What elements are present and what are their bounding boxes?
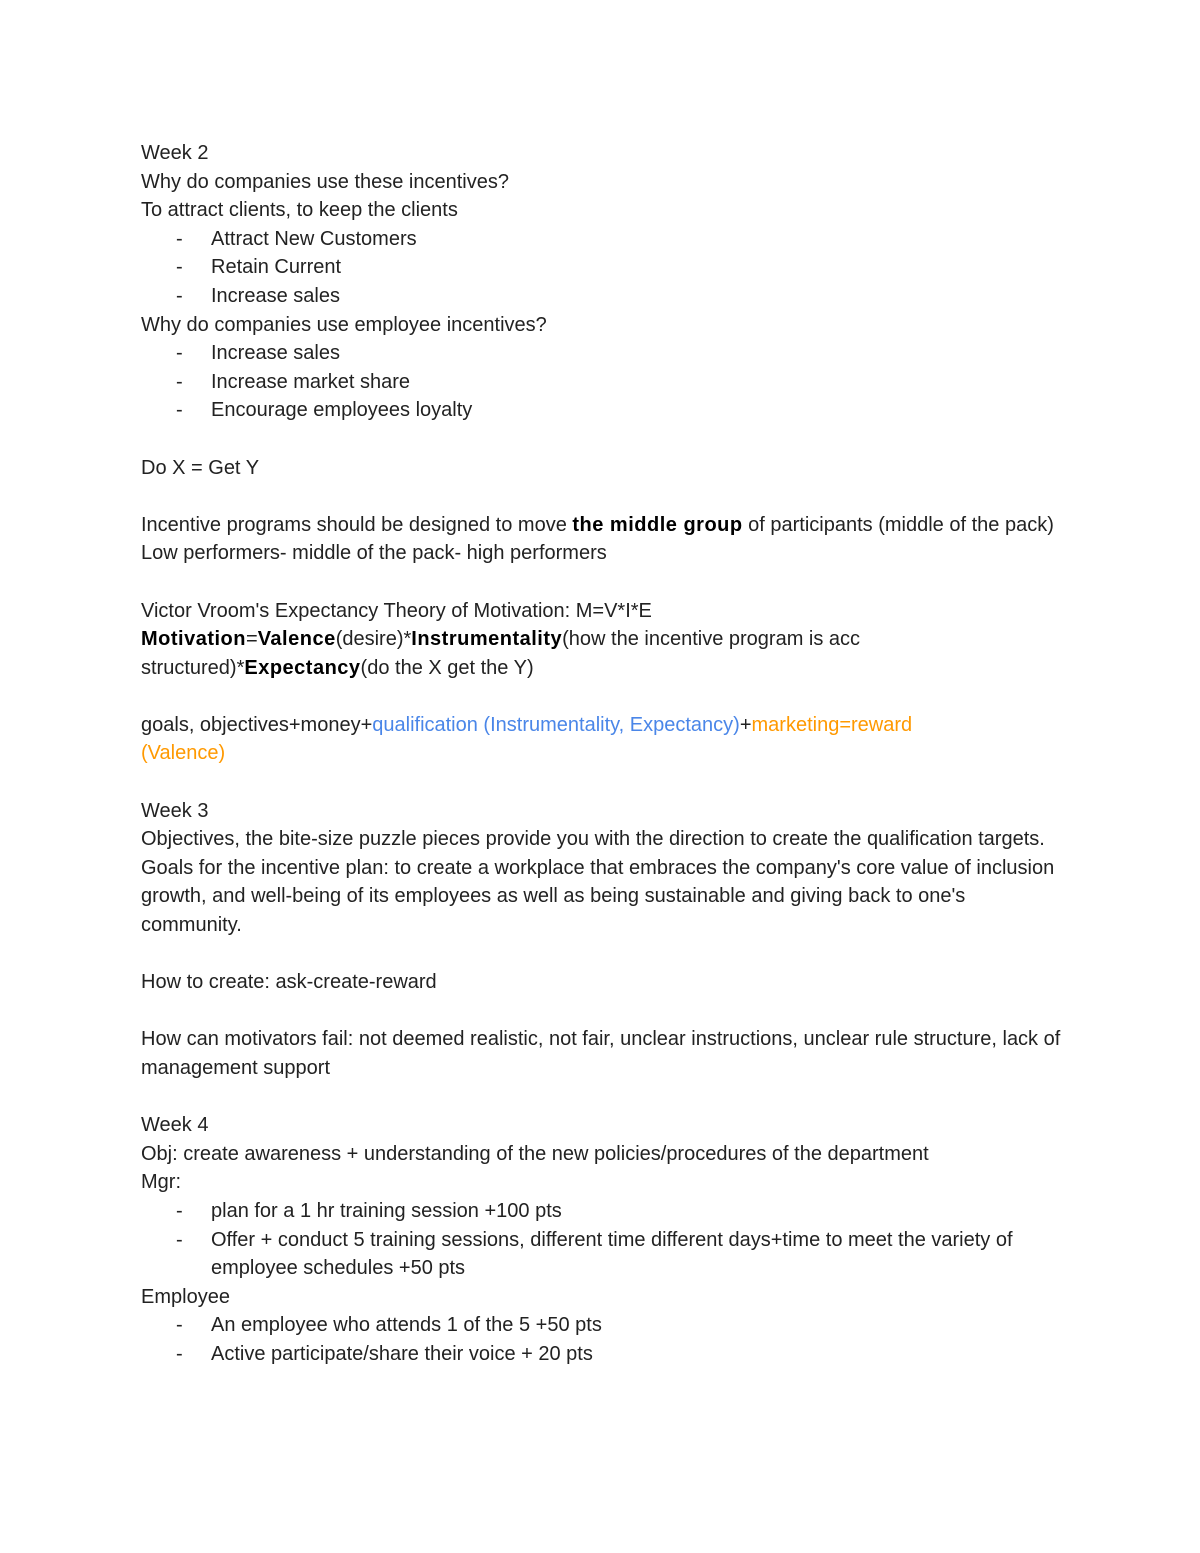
week3-heading: Week 3 (141, 799, 209, 822)
week4-employee-list (141, 1311, 1066, 1368)
list-item: - Increase sales (141, 282, 1066, 311)
vroom-title: Victor Vroom's Expectancy Theory of Motivation: M=V*I*E (141, 599, 652, 622)
qualification-text: qualification (Instrumentality, Expectancy) (372, 713, 740, 736)
dash-bullet: - (176, 370, 183, 393)
week4-mgr-list (141, 1197, 1066, 1283)
week4-heading: Week 4 (141, 1114, 209, 1137)
goals-formula: goals, objectives+money+qualification (Instrumentality, Expectancy)+marketing=reward (Valence) (141, 713, 913, 765)
dash-bullet: - (176, 1342, 183, 1365)
dash-bullet: - (176, 256, 183, 279)
week2-heading: Week 2 (141, 142, 209, 164)
week3-goals: Goals for the incentive plan: to create a workplace that embraces the company's core value of inclusion growth, and well-being of its employees as well as being sustainable and giving back to one's community. (141, 856, 1055, 937)
week3-how-to: How to create: ask-create-reward (141, 971, 437, 994)
list-item: - An employee who attends 1 of the 5 +50 pts (141, 1311, 1066, 1340)
blank-line (141, 997, 1066, 1026)
week4-obj: Obj: create awareness + understanding of the new policies/procedures of the department (141, 1142, 929, 1165)
list-item: - Attract New Customers (141, 225, 1066, 254)
blank-line (141, 482, 1066, 511)
dash-bullet: - (176, 227, 183, 250)
blank-line (141, 1083, 1066, 1112)
list-item: - Offer + conduct 5 training sessions, different time different days+time to meet the variety of employee schedules +50 pts (141, 1226, 1066, 1283)
week2-question-1: Why do companies use these incentives? (141, 170, 509, 193)
dash-bullet: - (176, 399, 183, 422)
marketing-text: marketing=reward (Valence) (141, 713, 913, 765)
week2-question-2: Why do companies use employee incentives? (141, 313, 547, 336)
week2-list-1 (141, 225, 1066, 311)
week3-fail: How can motivators fail: not deemed realistic, not fair, unclear instructions, unclear rule structure, lack of management support (141, 1028, 1061, 1079)
incentive-paragraph: Incentive programs should be designed to move the middle group of participants (middle of the pack) Low performers- middle of the pack- high performers (141, 513, 1054, 565)
blank-line (141, 768, 1066, 797)
document-page (141, 139, 1066, 1369)
dash-bullet: - (176, 1228, 183, 1251)
blank-line (141, 682, 1066, 711)
do-x-get-y: Do X = Get Y (141, 456, 260, 479)
middle-group-bold: the middle group (572, 513, 743, 536)
dash-bullet: - (176, 1199, 183, 1222)
dash-bullet: - (176, 284, 183, 307)
week3-objectives: Objectives, the bite-size puzzle pieces provide you with the direction to create the qualification targets. (141, 828, 1045, 851)
dash-bullet: - (176, 342, 183, 365)
list-item: - Increase sales (141, 339, 1066, 368)
blank-line (141, 568, 1066, 597)
week4-employee-label: Employee (141, 1285, 230, 1308)
blank-line (141, 425, 1066, 454)
list-item: - Active participate/share their voice + 20 pts (141, 1340, 1066, 1369)
vroom-formula: Motivation=Valence(desire)*Instrumentality(how the incentive program is acc structured)*Expectancy(do the X get the Y) (141, 628, 861, 679)
list-item: - Retain Current (141, 253, 1066, 282)
week4-mgr-label: Mgr: (141, 1171, 181, 1194)
list-item: - Encourage employees loyalty (141, 396, 1066, 425)
list-item: - plan for a 1 hr training session +100 pts (141, 1197, 1066, 1226)
blank-line (141, 940, 1066, 969)
week2-list-2 (141, 339, 1066, 425)
list-item: - Increase market share (141, 368, 1066, 397)
week2-answer-1: To attract clients, to keep the clients (141, 199, 458, 222)
dash-bullet: - (176, 1314, 183, 1337)
